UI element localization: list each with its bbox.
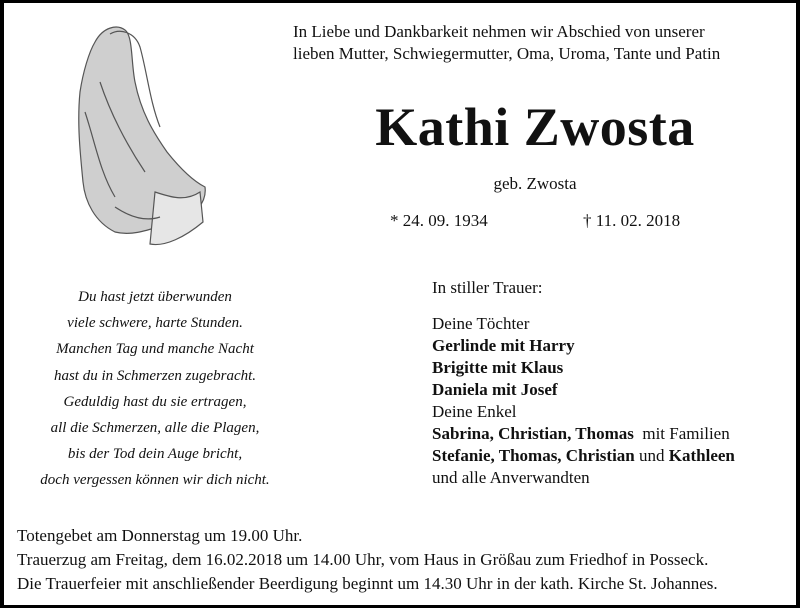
grandchildren-label: Deine Enkel [432, 402, 517, 421]
poem-line: all die Schmerzen, alle die Plagen, [50, 420, 260, 437]
praying-hands-icon [55, 22, 210, 254]
detail-line: Totengebet am Donnerstag um 19.00 Uhr. [17, 526, 303, 545]
mourner-suffix: mit Familien [642, 424, 730, 443]
poem [10, 284, 300, 494]
daughters-label: Deine Töchter [432, 314, 530, 333]
funeral-details [17, 524, 718, 596]
mourner: Stefanie, Thomas, Christian [432, 446, 635, 465]
mourner: Gerlinde mit Harry [432, 336, 575, 355]
mourner: Daniela mit Josef [432, 380, 558, 399]
birth-name: geb. Zwosta [493, 174, 577, 193]
detail-line: Die Trauerfeier mit anschließender Beerdigung beginnt um 14.30 Uhr in der kath. Kirche St. Johannes. [17, 574, 718, 593]
poem-line: hast du in Schmerzen zugebracht. [53, 367, 257, 384]
mourners-list [432, 313, 735, 489]
poem-line: doch vergessen können wir dich nicht. [40, 472, 270, 489]
mourners-closing: und alle Anverwandten [432, 468, 590, 487]
mourner: Kathleen [668, 446, 735, 465]
mourners-heading: In stiller Trauer: [432, 278, 543, 297]
deceased-name: Kathi Zwosta [375, 97, 695, 157]
intro-line: lieben Mutter, Schwiegermutter, Oma, Uroma, Tante und Patin [293, 44, 721, 63]
mourner: Sabrina, Christian, Thomas [432, 424, 634, 443]
poem-line: bis der Tod dein Auge bricht, [67, 446, 243, 463]
mourner-line [432, 423, 735, 445]
poem-line: viele schwere, harte Stunden. [67, 315, 243, 332]
poem-line: Manchen Tag und manche Nacht [56, 341, 254, 358]
poem-line: Du hast jetzt überwunden [78, 289, 232, 305]
detail-line: Trauerzug am Freitag, dem 16.02.2018 um 14.00 Uhr, vom Haus in Größau zum Friedhof in Posseck. [17, 550, 709, 569]
birth-date: * 24. 09. 1934 [390, 211, 488, 230]
mourner: Brigitte mit Klaus [432, 358, 564, 377]
death-date: † 11. 02. 2018 [583, 211, 681, 230]
mourner-line [432, 445, 735, 467]
mourner-conj: und [639, 446, 665, 465]
intro-line: In Liebe und Dankbarkeit nehmen wir Abschied von unserer [293, 22, 705, 41]
poem-line: Geduldig hast du sie ertragen, [63, 393, 247, 410]
